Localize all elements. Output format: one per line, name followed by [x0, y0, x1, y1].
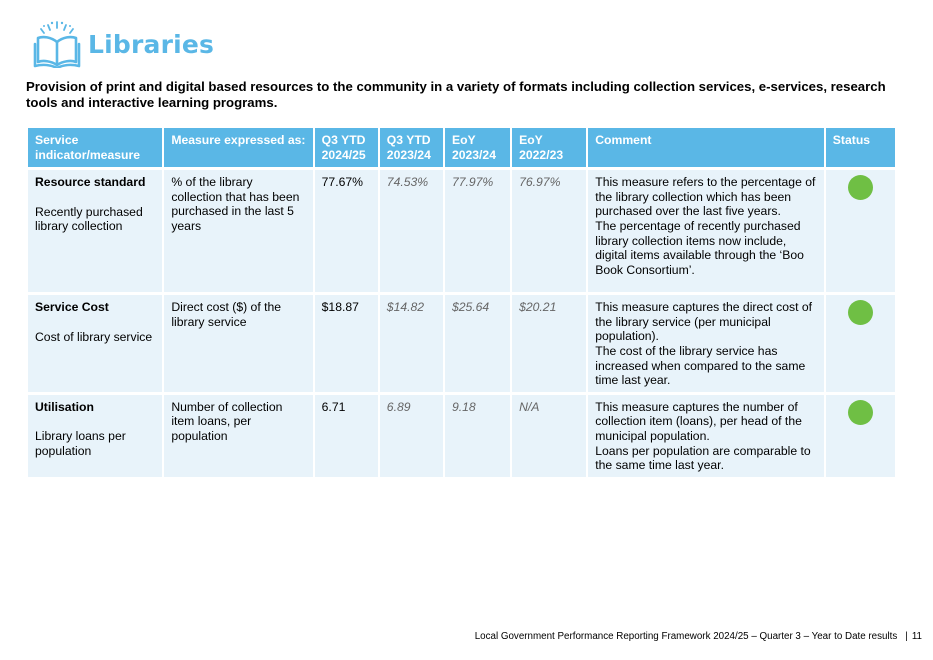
col-header-q3-2324: Q3 YTD 2023/24	[380, 128, 443, 167]
eoy-2223-value: N/A	[512, 395, 586, 477]
status-indicator	[848, 400, 873, 425]
eoy-2223-value: 76.97%	[512, 170, 586, 292]
status-cell	[826, 170, 895, 292]
measure-cell: Number of collection item loans, per population	[164, 395, 312, 477]
col-header-measure: Measure expressed as:	[164, 128, 312, 167]
measure-cell: % of the library collection that has been purchased in the last 5 years	[164, 170, 312, 292]
status-indicator	[848, 175, 873, 200]
comment-paragraph: This measure captures the direct cost of the library service (per municipal population).	[595, 300, 813, 344]
status-cell	[826, 295, 895, 392]
comment-paragraph: This measure captures the number of collection item (loans), per head of the municipal population.	[595, 399, 802, 443]
comment-cell	[588, 295, 824, 392]
footer-text: Local Government Performance Reporting Framework 2024/25 – Quarter 3 – Year to Date results	[474, 631, 898, 642]
comment-paragraph: Loans per population are comparable to the same time last year.	[595, 443, 811, 473]
service-name: Utilisation	[35, 399, 94, 414]
comment-cell	[588, 170, 824, 292]
q3-2425-value: 6.71	[315, 395, 378, 477]
eoy-2324-value: $25.64	[445, 295, 510, 392]
table-row	[28, 295, 895, 392]
col-header-q3-2425: Q3 YTD 2024/25	[315, 128, 378, 167]
table-row	[28, 395, 895, 477]
q3-2425-value: 77.67%	[315, 170, 378, 292]
comment-cell	[588, 395, 824, 477]
table-header-row	[28, 128, 895, 167]
q3-2324-value: 6.89	[380, 395, 443, 477]
eoy-2223-value: $20.21	[512, 295, 586, 392]
page-title: Libraries	[88, 29, 215, 59]
service-cell	[28, 395, 162, 477]
col-header-eoy-2223: EoY 2022/23	[512, 128, 586, 167]
service-cell	[28, 295, 162, 392]
service-description: Recently purchased library collection	[35, 204, 143, 234]
page-number: 11	[911, 631, 922, 642]
comment-paragraph: The percentage of recently purchased library collection items now include, digital items available through the ‘Boo Book Consortium’.	[595, 218, 804, 277]
section-header	[32, 20, 214, 68]
service-name: Resource standard	[35, 175, 146, 190]
col-header-service: Service indicator/measure	[28, 128, 162, 167]
status-cell	[826, 395, 895, 477]
col-header-status: Status	[826, 128, 895, 167]
footer-separator: |	[905, 631, 908, 642]
service-cell	[28, 170, 162, 292]
eoy-2324-value: 77.97%	[445, 170, 510, 292]
service-name: Service Cost	[35, 300, 109, 315]
col-header-comment: Comment	[588, 128, 824, 167]
comment-paragraph: The cost of the library service has increased when compared to the same time last year.	[595, 343, 806, 388]
q3-2324-value: 74.53%	[380, 170, 443, 292]
performance-table	[26, 125, 897, 480]
section-intro: Provision of print and digital based resources to the community in a variety of formats including collection services, e-services, research tools and interactive learning programs.	[26, 79, 886, 110]
q3-2324-value: $14.82	[380, 295, 443, 392]
q3-2425-value: $18.87	[315, 295, 378, 392]
eoy-2324-value: 9.18	[445, 395, 510, 477]
comment-paragraph: This measure refers to the percentage of the library collection which has been purchased over the last five years.	[595, 175, 816, 219]
service-description: Cost of library service	[35, 329, 153, 344]
table-row	[28, 170, 895, 292]
open-book-icon	[32, 20, 82, 68]
service-description: Library loans per population	[35, 429, 126, 458]
col-header-eoy-2324: EoY 2023/24	[445, 128, 510, 167]
page-footer	[475, 631, 922, 642]
measure-cell: Direct cost ($) of the library service	[164, 295, 312, 392]
status-indicator	[848, 300, 873, 325]
